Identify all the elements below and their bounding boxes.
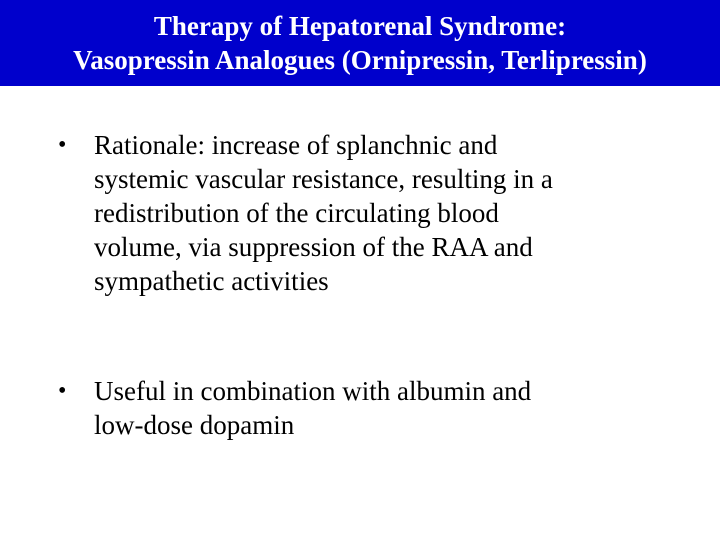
bullet-list — [58, 128, 698, 442]
bullet-combination — [58, 374, 698, 442]
bullet-line: redistribution of the circulating blood — [94, 198, 499, 228]
title-bar — [0, 0, 720, 86]
bullet-line: volume, via suppression of the RAA and — [94, 232, 533, 262]
slide-title-line-1: Therapy of Hepatorenal Syndrome: — [153, 11, 567, 41]
bullet-line: Rationale: increase of splanchnic and — [94, 130, 498, 160]
bullet-line: systemic vascular resistance, resulting in a — [94, 164, 553, 194]
bullet-line: sympathetic activities — [94, 266, 329, 296]
slide-title-line-2: Vasopressin Analogues (Ornipressin, Terlipressin) — [73, 45, 647, 75]
bullet-marker: • — [58, 378, 67, 404]
bullet-heading: Rationale — [94, 130, 198, 160]
bullet-text — [94, 374, 698, 442]
bullet-rationale — [58, 128, 698, 298]
bullet-line: low-dose dopamin — [94, 410, 295, 440]
bullet-text — [94, 128, 698, 298]
bullet-line: Useful in combination with albumin and — [94, 376, 532, 406]
bullet-marker: • — [58, 132, 67, 158]
